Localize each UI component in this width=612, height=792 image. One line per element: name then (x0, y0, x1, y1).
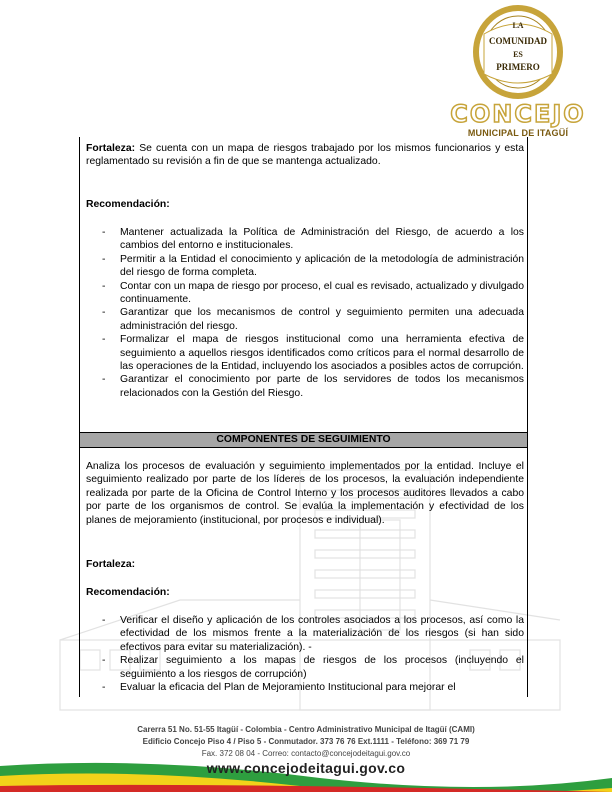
concejo-logo (448, 4, 588, 140)
svg-text:ES: ES (513, 50, 523, 59)
svg-text:PRIMERO: PRIMERO (496, 62, 540, 72)
recomendacion-heading: Recomendación: (86, 199, 170, 210)
list-item: - Formalizar el mapa de riesgos institucional como una herramienta efectiva de seguimiento a aquellos riesgos identificados como críticos para el normal desarrollo de las operaciones de la Entidad, incluyendo los asociados a posibles actos de corrupción. (86, 333, 524, 373)
svg-text:COMUNIDAD: COMUNIDAD (489, 36, 547, 46)
footer-line-3: Fax. 372 08 04 - Correo: contacto@concejodeitagui.gov.co (201, 749, 411, 758)
intro-paragraph: Analiza los procesos de evaluación y seguimiento implementados por la entidad. Incluye el seguimiento realizado por parte de los líderes de los procesos, la evaluación independiente realizada por parte de la Oficina de Control Interno y los procesos auditores llevados a cabo por parte de los organismos de control. Se evalúa la implementación y efectividad de los planes de mejoramiento (institucional, por procesos e individual). (86, 461, 524, 526)
laurel-emblem-icon (448, 4, 588, 104)
fortaleza-heading-2: Fortaleza: (86, 559, 136, 570)
list-item: - Garantizar el conocimiento por parte de los servidores de todos los mecanismos relacionados con la Gestión del Riesgo. (86, 373, 524, 400)
fortaleza-paragraph (86, 142, 524, 169)
list-item: - Evaluar la eficacia del Plan de Mejoramiento Institucional para mejorar el (86, 681, 524, 694)
fortaleza-label: Fortaleza: (86, 143, 136, 154)
list-item: - Garantizar que los mecanismos de control y seguimiento permiten una adecuada administración del riesgo. (86, 306, 524, 333)
list-item: - Verificar el diseño y aplicación de los controles asociados a los procesos, así como la efectividad de los mismos frente a la materialización de los riesgos (si han sido efectivos para evitar su materialización). - (86, 614, 524, 654)
content-frame (79, 137, 528, 697)
footer-line-1: Carerra 51 No. 51-55 Itagüí - Colombia - Centro Administrativo Municipal de Itagüí (CAMI) (137, 725, 475, 734)
section-heading: COMPONENTES DE SEGUIMIENTO (80, 432, 527, 448)
footer-line-2: Edificio Concejo Piso 4 / Piso 5 - Conmutador. 373 76 76 Ext.1111 - Teléfono: 369 71 79 (142, 737, 470, 746)
svg-text:LA: LA (512, 21, 524, 30)
logo-name: CONCEJO (450, 100, 586, 128)
list-item: - Contar con un mapa de riesgo por proceso, el cual es revisado, actualizado y divulgado continuamente. (86, 280, 524, 307)
recommendation-list (86, 226, 524, 400)
list-item: - Permitir a la Entidad el conocimiento y aplicación de la metodología de administración del riesgo de forma completa. (86, 253, 524, 280)
list-item: - Realizar seguimiento a los mapas de riesgos de los procesos (incluyendo el seguimiento a los riesgos de corrupción) (86, 654, 524, 681)
recommendation-list-2 (86, 614, 524, 694)
website-link[interactable]: www.concejodeitagui.gov.co (206, 760, 406, 776)
list-item: - Mantener actualizada la Política de Administración del Riesgo, de acuerdo a los cambios del entorno e institucionales. (86, 226, 524, 253)
logo-subtitle: MUNICIPAL DE ITAGÜÍ (467, 128, 569, 138)
recomendacion-heading-2: Recomendación: (86, 587, 170, 598)
fortaleza-text: Se cuenta con un mapa de riesgos trabajado por los mismos funcionarios y esta reglamentado su revisión a fin de que se mantenga actualizado. (86, 143, 525, 168)
